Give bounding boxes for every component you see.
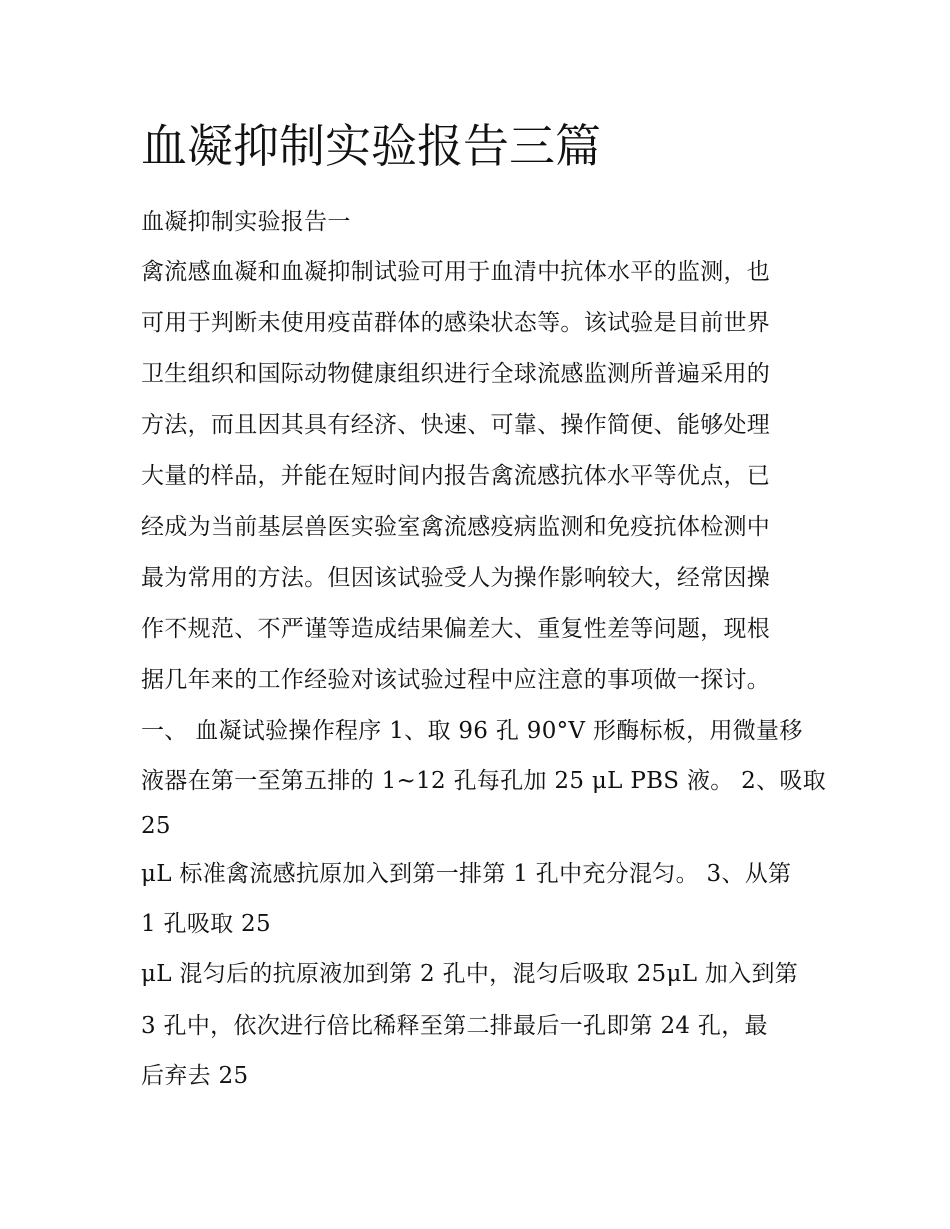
procedure-line: 1 孔吸取 25 bbox=[141, 911, 271, 937]
procedure-line: 3 孔中，依次进行倍比稀释至第二排最后一孔即第 24 孔，最 bbox=[141, 1013, 768, 1039]
paragraph-line: 方法，而且因其具有经济、快速、可靠、操作简便、能够处理 bbox=[141, 412, 771, 438]
paragraph-line: 最为常用的方法。但因该试验受人为操作影响较大，经常因操 bbox=[141, 565, 771, 591]
paragraph-line: 禽流感血凝和血凝抑制试验可用于血清中抗体水平的监测，也 bbox=[141, 259, 771, 285]
procedure-line: 液器在第一至第五排的 1~12 孔每孔加 25 μL PBS 液。 2、吸取 bbox=[141, 768, 827, 794]
procedure-line: μL 标准禽流感抗原加入到第一排第 1 孔中充分混匀。 3、从第 bbox=[141, 861, 792, 887]
paragraph-line: 大量的样品，并能在短时间内报告禽流感抗体水平等优点，已 bbox=[141, 463, 771, 489]
paragraph-line: 作不规范、不严谨等造成结果偏差大、重复性差等问题，现根 bbox=[141, 616, 771, 642]
procedure-line: 后弃去 25 bbox=[141, 1063, 249, 1089]
paragraph-line: 据几年来的工作经验对该试验过程中应注意的事项做一探讨。 bbox=[141, 667, 771, 693]
procedure-line: μL 混匀后的抗原液加到第 2 孔中，混匀后吸取 25μL 加入到第 bbox=[141, 961, 799, 987]
procedure-line: 一、 血凝试验操作程序 1、取 96 孔 90°V 形酶标板，用微量移 bbox=[141, 718, 803, 744]
procedure-line: 25 bbox=[141, 813, 171, 839]
section-heading: 血凝抑制实验报告一 bbox=[141, 209, 351, 235]
document-title: 血凝抑制实验报告三篇 bbox=[141, 119, 601, 173]
paragraph-line: 可用于判断未使用疫苗群体的感染状态等。该试验是目前世界 bbox=[141, 310, 771, 336]
paragraph-line: 卫生组织和国际动物健康组织进行全球流感监测所普遍采用的 bbox=[141, 361, 771, 387]
paragraph-line: 经成为当前基层兽医实验室禽流感疫病监测和免疫抗体检测中 bbox=[141, 514, 771, 540]
